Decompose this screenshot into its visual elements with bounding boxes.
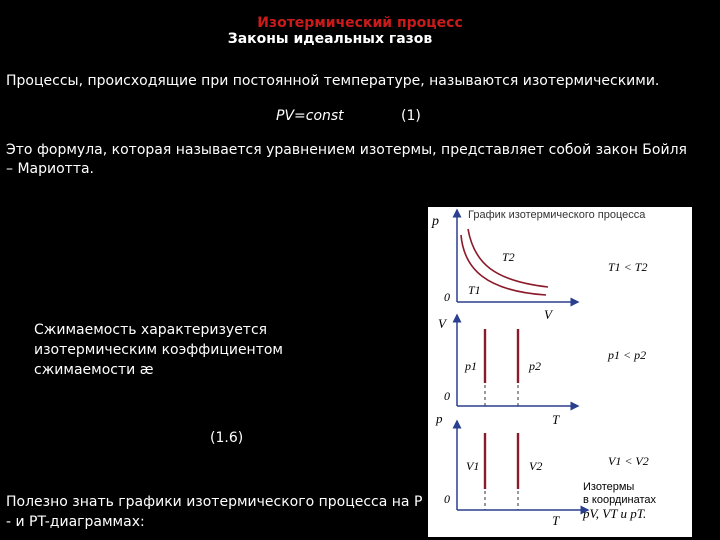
isotherm-figure: [428, 207, 692, 537]
top-origin: 0: [444, 290, 450, 304]
middle-y-label: V: [438, 316, 446, 331]
note-line-3: pV, VT и pT.: [583, 506, 647, 521]
bottom-line-2: - и PT-диаграммах:: [6, 514, 145, 530]
curve-t1-label: T1: [468, 283, 481, 297]
line-p1-label: p1: [465, 359, 477, 373]
compressibility-line-2: изотермическим коэффициентом: [34, 342, 283, 358]
top-y-label: p: [432, 214, 439, 229]
top-x-label: V: [544, 307, 552, 322]
slide-title: Законы идеальных газов: [227, 31, 433, 47]
middle-origin: 0: [444, 389, 450, 403]
formula-number: (1): [401, 108, 421, 124]
formula: PV=const: [276, 108, 344, 124]
middle-relation: p1 < p2: [608, 348, 647, 362]
figure-caption: График изотермического процесса: [468, 209, 646, 221]
middle-x-label: T: [552, 412, 560, 427]
line-v2-label: V2: [529, 459, 543, 473]
isotherm-diagram: [428, 207, 692, 537]
slide-subtitle: Изотермический процесс: [257, 15, 463, 31]
definition-text: Процессы, происходящие при постоянной температуре, называются изотермическими.: [6, 73, 660, 89]
bottom-y-label: p: [436, 411, 443, 426]
top-relation: T1 < T2: [608, 260, 648, 274]
bottom-x-label: T: [552, 513, 560, 528]
bottom-origin: 0: [444, 492, 450, 506]
explanation-line-2: – Мариотта.: [6, 161, 94, 177]
compressibility-text: [34, 320, 314, 380]
bottom-relation: V1 < V2: [608, 454, 649, 468]
line-v1-label: V1: [466, 459, 480, 473]
equation-number: (1.6): [210, 430, 244, 446]
note-line-1: Изотермы: [583, 481, 635, 493]
note-line-2: в координатах: [583, 494, 656, 506]
bottom-line-1: Полезно знать графики изотермического процесса на P: [6, 494, 423, 510]
line-p2-label: p2: [529, 359, 541, 373]
curve-t2-label: T2: [502, 250, 515, 264]
explanation-line-1: Это формула, которая называется уравнением изотермы, представляет собой закон Бойля: [6, 142, 687, 158]
compressibility-line-1: Сжимаемость характеризуется: [34, 322, 268, 338]
bottom-text: [6, 492, 436, 532]
compressibility-line-3: сжимаемости æ: [34, 362, 154, 378]
